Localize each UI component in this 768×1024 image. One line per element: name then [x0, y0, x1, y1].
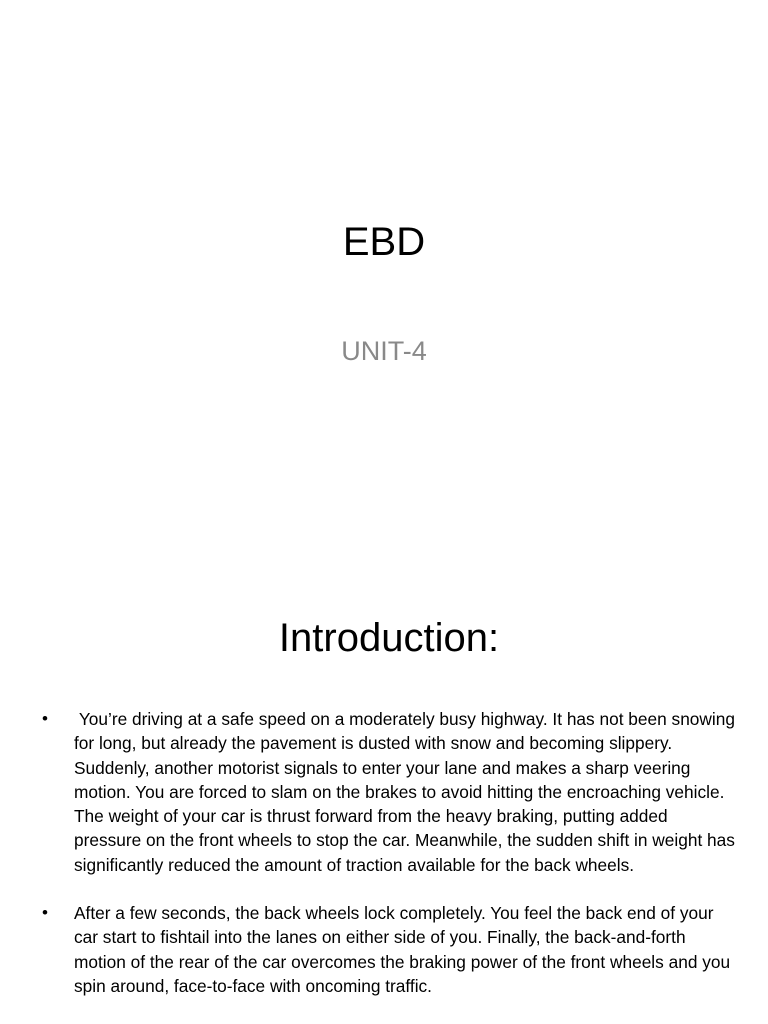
slide-subtitle: UNIT-4: [341, 336, 427, 366]
bullet-list: [0, 707, 768, 1022]
bullet-marker: •: [42, 903, 48, 923]
introduction-slide: [0, 576, 768, 1024]
bullet-item: [0, 707, 768, 877]
introduction-heading: Introduction:: [278, 616, 500, 660]
bullet-text: After a few seconds, the back wheels lock completely. You feel the back end of your car start to fishtail into the lanes on either side of you. Finally, the back-and-forth motion of the rear of the car overcomes the braking power of the front wheels and you spin around, face-to-face with oncoming traffic.: [74, 903, 731, 996]
bullet-text: You’re driving at a safe speed on a moderately busy highway. It has not been snowing for long, but already the pavement is dusted with snow and becoming slippery. Suddenly, another motorist signals to enter your lane and makes a sharp veering motion. You are forced to slam on the brakes to avoid hitting the encroaching vehicle. The weight of your car is thrust forward from the heavy braking, putting added pressure on the front wheels to stop the car. Meanwhile, the sudden shift in weight has significantly reduced the amount of traction available for the back wheels.: [74, 709, 740, 875]
bullet-marker: •: [42, 709, 48, 728]
slide-title: EBD: [342, 220, 426, 264]
bullet-item: [0, 901, 768, 998]
